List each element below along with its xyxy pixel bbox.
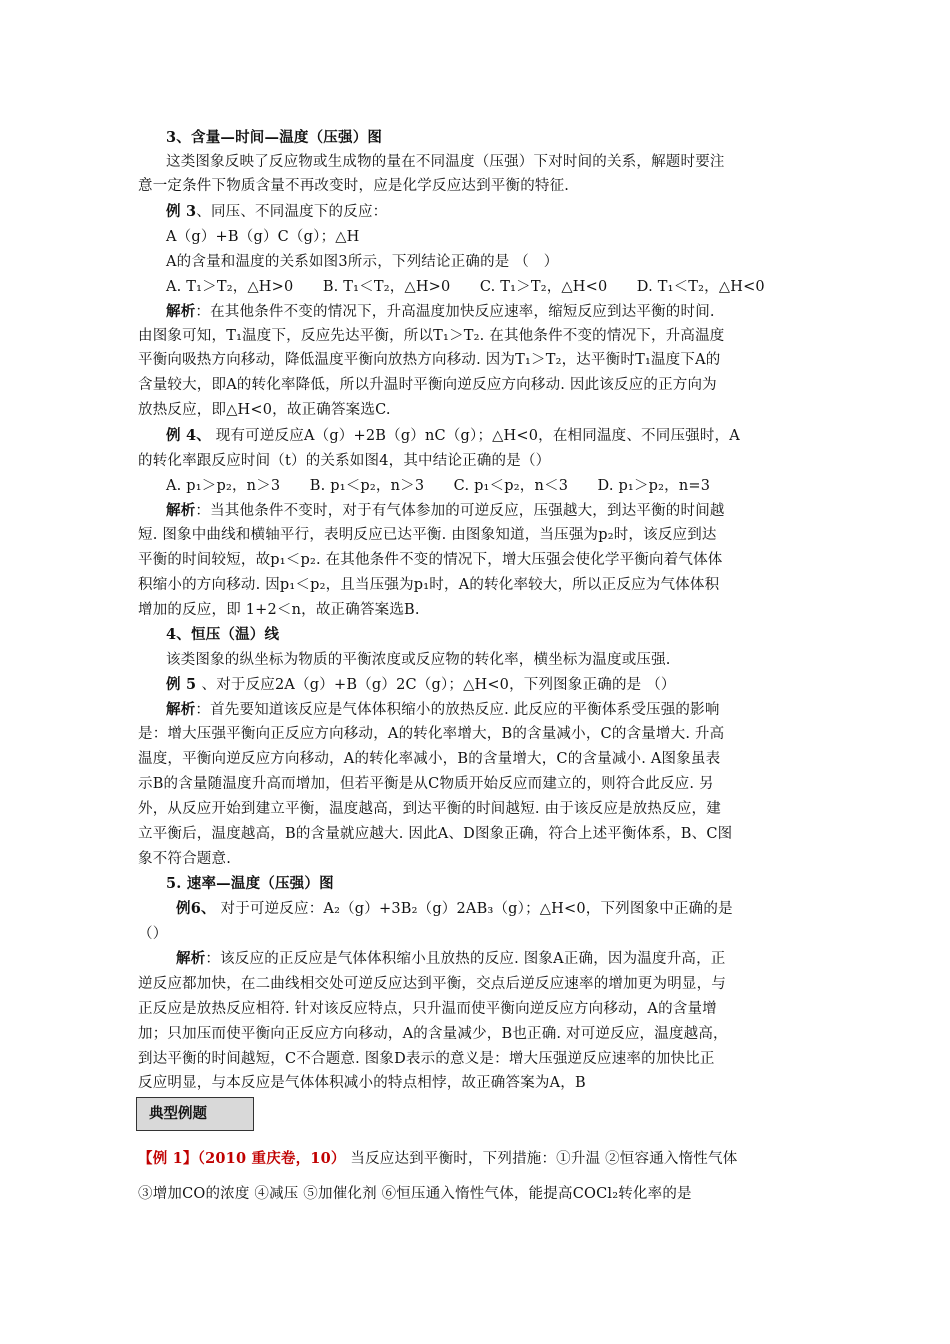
example-1-heading xyxy=(138,1147,737,1171)
analysis-label: 解析 xyxy=(166,502,196,519)
example-6-text: 对于可逆反应：A₂（g）+3B₂（g）2AB₃（g）；△H<0，下列图象中正确的是 xyxy=(215,901,733,917)
example-3-title: 、同压、不同温度下的反应： xyxy=(196,204,388,220)
analysis-text: ：当其他条件不变时，对于有气体参加的可逆反应，压强越大，到达平衡的时间越 xyxy=(195,503,725,519)
example-3-heading xyxy=(166,200,387,224)
example-3-label: 例 3 xyxy=(166,203,197,220)
example-6-analysis: 逆反应都加快，在二曲线相交处可逆反应达到平衡，交点后逆反应速率的增加更为明显，与 xyxy=(138,976,726,992)
example-4-options: A. p₁＞p₂，n＞3 B. p₁＜p₂，n＞3 C. p₁＜p₂，n＜3 D. p₁＞p₂，n=3 xyxy=(166,478,711,494)
section-3-title: 3、含量—时间—温度（压强）图 xyxy=(166,129,383,146)
example-1-text: 当反应达到平衡时，下列措施：①升温 ②恒容通入惰性气体 xyxy=(345,1151,738,1167)
example-4-analysis: 增加的反应，即 1+2＜n，故正确答案选B. xyxy=(138,602,420,618)
example-3-analysis: 放热反应，即△H<0，故正确答案选C. xyxy=(138,402,391,418)
example-3-analysis: 由图象可知，T₁温度下，反应先达平衡，所以T₁＞T₂. 在其他条件不变的情况下，升高温度 xyxy=(138,328,725,344)
example-4-text: 现有可逆反应A（g）+2B（g）nC（g）；△H<0，在相同温度、不同压强时，A xyxy=(210,428,740,444)
analysis-label: 解析 xyxy=(166,701,196,718)
example-4-analysis: 短. 图象中曲线和横轴平行，表明反应已达平衡. 由图象知道，当压强为p₂时，该反应到达 xyxy=(138,527,717,543)
analysis-text: ：该反应的正反应是气体体积缩小且放热的反应. 图象A正确，因为温度升高，正 xyxy=(205,951,726,967)
example-4-analysis: 积缩小的方向移动. 因p₁＜p₂，且当压强为p₁时，A的转化率较大，所以正反应为气体体积 xyxy=(138,577,720,593)
example-5-text: 、对于反应2A（g）+B（g）2C（g）；△H<0，下列图象正确的是 （） xyxy=(201,677,676,693)
example-5-analysis: 象不符合题意. xyxy=(138,851,232,867)
section-3-para: 意一定条件下物质含量不再改变时，应是化学反应达到平衡的特征. xyxy=(138,178,570,194)
example-6-analysis: 反应明显，与本反应是气体体积减小的特点相悖，故正确答案为A，B xyxy=(138,1075,586,1091)
example-3-analysis: 平衡向吸热方向移动，降低温度平衡向放热方向移动. 因为T₁＞T₂，达平衡时T₁温度下A的 xyxy=(138,352,721,368)
example-1-source: 【例 1】（2010 重庆卷，10） xyxy=(138,1150,346,1167)
example-5-analysis: 温度，平衡向逆反应方向移动，A的转化率减小，B的含量增大，C的含量减小. A图象虽表 xyxy=(138,751,721,767)
example-5-analysis: 外，从反应开始到建立平衡，温度越高，到达平衡的时间越短. 由于该反应是放热反应，建 xyxy=(138,801,721,817)
example-4-label: 例 4、 xyxy=(166,427,211,444)
example-6-analysis: 加；只加压而使平衡向正反应方向移动，A的含量减少，B也正确. 对可逆反应，温度越高， xyxy=(138,1026,728,1042)
example-3-equation: A（g）+B（g）C（g）；△H xyxy=(166,229,360,245)
example-3-analysis xyxy=(166,300,715,324)
example-6-analysis xyxy=(176,947,726,971)
example-1-text: ③增加CO的浓度 ④减压 ⑤加催化剂 ⑥恒压通入惰性气体，能提高COCl₂转化率的是 xyxy=(138,1186,692,1202)
example-6-heading xyxy=(176,897,733,921)
example-5-analysis: 示B的含量随温度升高而增加，但若平衡是从C物质开始反应而建立的，则符合此反应. 另 xyxy=(138,776,714,792)
section-4-para: 该类图象的纵坐标为物质的平衡浓度或反应物的转化率，横坐标为温度或压强. xyxy=(166,652,671,668)
example-3-analysis: 含量较大，即A的转化率降低，所以升温时平衡向逆反应方向移动. 因此该反应的正方向为 xyxy=(138,377,717,393)
analysis-label: 解析 xyxy=(166,303,196,320)
example-6-label: 例6、 xyxy=(176,900,216,917)
typical-examples-title: 典型例题 xyxy=(149,1105,207,1122)
example-6-analysis: 正反应是放热反应相符. 针对该反应特点，只升温而使平衡向逆反应方向移动，A的含量增 xyxy=(138,1001,717,1017)
example-6-text: （） xyxy=(138,926,168,942)
example-5-heading xyxy=(166,673,676,697)
example-4-text: 的转化率跟反应时间（t）的关系如图4，其中结论正确的是（） xyxy=(138,453,551,469)
example-5-analysis xyxy=(166,698,720,722)
example-5-label: 例 5 xyxy=(166,676,202,693)
example-3-options: A. T₁＞T₂，△H>0 B. T₁＜T₂，△H>0 C. T₁＞T₂，△H<0 D. T₁＜T₂，△H<0 xyxy=(166,279,765,295)
example-4-analysis: 平衡的时间较短，故p₁＜p₂. 在其他条件不变的情况下，增大压强会使化学平衡向着气体体 xyxy=(138,552,723,568)
section-5-title: 5. 速率—温度（压强）图 xyxy=(166,875,334,892)
example-4-heading xyxy=(166,424,740,448)
analysis-label: 解析 xyxy=(176,950,206,967)
example-5-analysis: 立平衡后，温度越高，B的含量就应越大. 因此A、D图象正确，符合上述平衡体系，B、C图 xyxy=(138,826,733,842)
example-3-question: A的含量和温度的关系如图3所示，下列结论正确的是 （ ） xyxy=(166,254,559,270)
example-4-analysis xyxy=(166,499,725,523)
example-5-analysis: 是：增大压强平衡向正反应方向移动，A的转化率增大，B的含量减小，C的含量增大. 升高 xyxy=(138,726,725,742)
section-3-para: 这类图象反映了反应物或生成物的量在不同温度（压强）下对时间的关系，解题时要注 xyxy=(166,154,725,170)
analysis-text: ：首先要知道该反应是气体体积缩小的放热反应. 此反应的平衡体系受压强的影响 xyxy=(195,702,720,718)
section-4-title: 4、恒压（温）线 xyxy=(166,626,280,643)
typical-examples-box xyxy=(136,1097,254,1131)
analysis-text: ：在其他条件不变的情况下，升高温度加快反应速率，缩短反应到达平衡的时间. xyxy=(195,304,715,320)
example-6-analysis: 到达平衡的时间越短，C不合题意. 图象D表示的意义是：增大压强逆反应速率的加快比正 xyxy=(138,1051,715,1067)
